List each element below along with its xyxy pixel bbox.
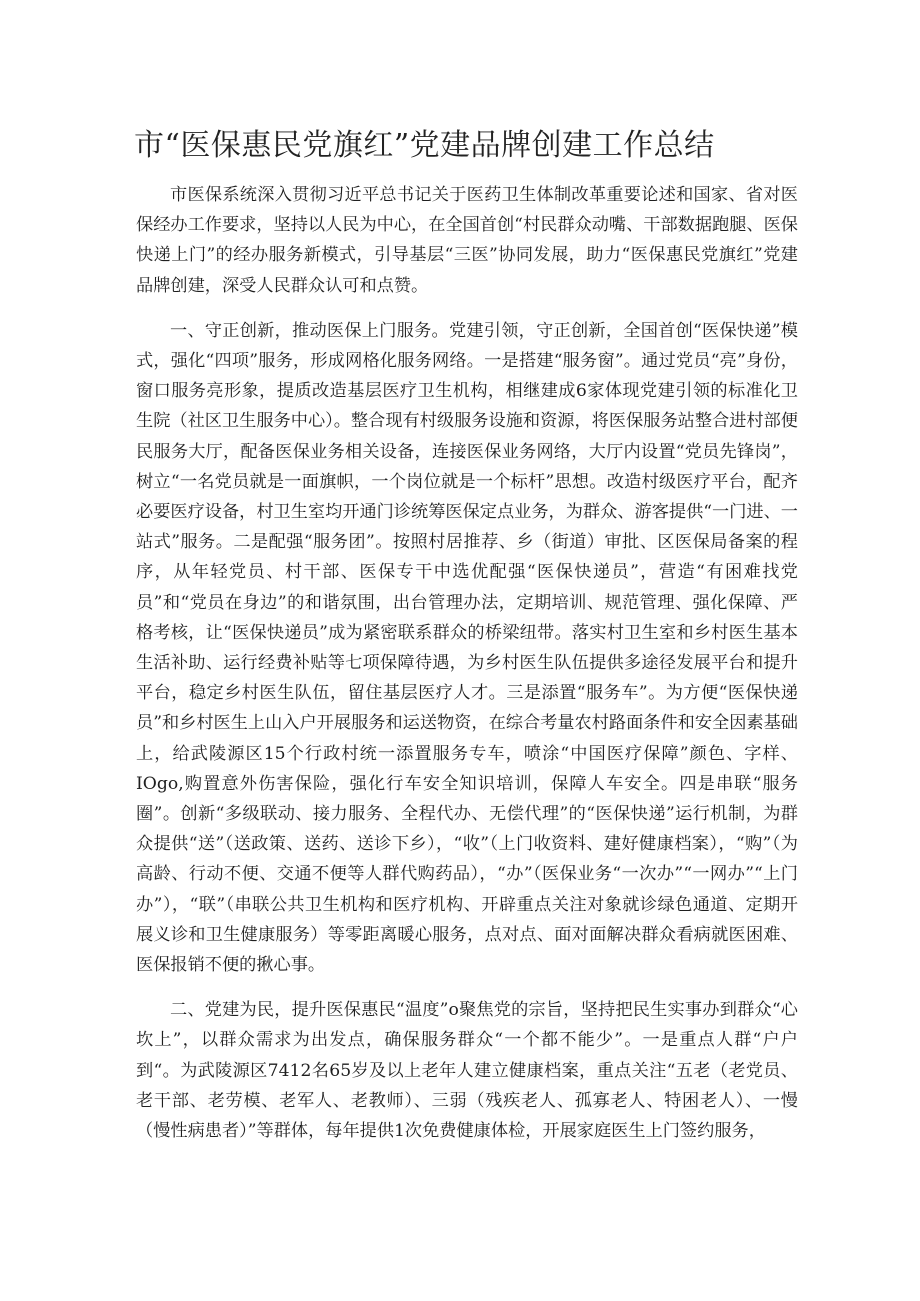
section-two-paragraph: 二、党建为民，提升医保惠民“温度”o聚焦党的宗旨，坚持把民生实事办到群众“心坎上”，以群众需求为出发点，确保服务群众“一个都不能少”。一是重点人群“户户到“。为武陵源区7412名65岁及以上老年人建立健康档案，重点关注“五老（老党员、老干部、老劳模、老军人、老教师）、三弱（残疾老人、孤寡老人、特困老人）、一慢（慢性病患者）”等群体，每年提供1次免费健康体检，开展家庭医生上门签约服务， (136, 1000, 798, 1142)
section-one-paragraph: 一、守正创新，推动医保上门服务。党建引领，守正创新，全国首创“医保快递”模式，强化“四项”服务，形成网格化服务网络。一是搭建“服务窗”。通过党员“亮”身份，窗口服务亮形象，提质改造基层医疗卫生机构，相继建成6家体现党建引领的标准化卫生院（社区卫生服务中心）。整合现有村级服务设施和资源，将医保服务站整合进村部便民服务大厅，配备医保业务相关设备，连接医保业务网络，大厅内设置“党员先锋岗”，树立“一名党员就是一面旗帜，一个岗位就是一个标杆”思想。改造村级医疗平台，配齐必要医疗设备，村卫生室均开通门诊统筹医保定点业务，为群众、游客提供“一门进、一站式”服务。二是配强“服务团”。按照村居推荐、乡（街道）审批、区医保局备案的程序，从年轻党员、村干部、医保专干中选优配强“医保快递员”，营造“有困难找党员”和“党员在身边”的和谐氛围，出台管理办法，定期培训、规范管理、强化保障、严格考核，让“医保快递员”成为紧密联系群众的桥梁纽带。落实村卫生室和乡村医生基本生活补助、运行经费补贴等七项保障待遇，为乡村医生队伍提供多途径发展平台和提升平台，稳定乡村医生队伍，留住基层医疗人才。三是添置“服务车”。为方便“医保快递员”和乡村医生上山入户开展服务和运送物资，在综合考量农村路面条件和安全因素基础上，给武陵源区15个行政村统一添置服务专车，喷涂“中国医疗保障”颜色、字样、IOgo,购置意外伤害保险，强化行车安全知识培训，保障人车安全。四是串联“服务圈”。创新“多级联动、接力服务、全程代办、无偿代理”的“医保快递”运行机制，为群众提供“送”（送政策、送药、送诊下乡），“收”（上门收资料、建好健康档案），“购”（为高龄、行动不便、交通不便等人群代购药品），“办”（医保业务“一次办”“一网办”“上门办”），“联”（串联公共卫生机构和医疗机构、开辟重点关注对象就诊绿色通道、定期开展义诊和卫生健康服务）等零距离暖心服务，点对点、面对面解决群众看病就医困难、医保报销不便的揪心事。 (136, 320, 798, 976)
document-title: 市“医保惠民党旗红”党建品牌创建工作总结 (134, 128, 715, 163)
document-body (136, 180, 798, 1146)
intro-paragraph: 市医保系统深入贯彻习近平总书记关于医药卫生体制改革重要论述和国家、省对医保经办工作要求，坚持以人民为中心，在全国首创“村民群众动嘴、干部数据跑腿、医保快递上门”的经办服务新模式，引导基层“三医”协同发展，助力“医保惠民党旗红”党建品牌创建，深受人民群众认可和点赞。 (136, 185, 798, 296)
